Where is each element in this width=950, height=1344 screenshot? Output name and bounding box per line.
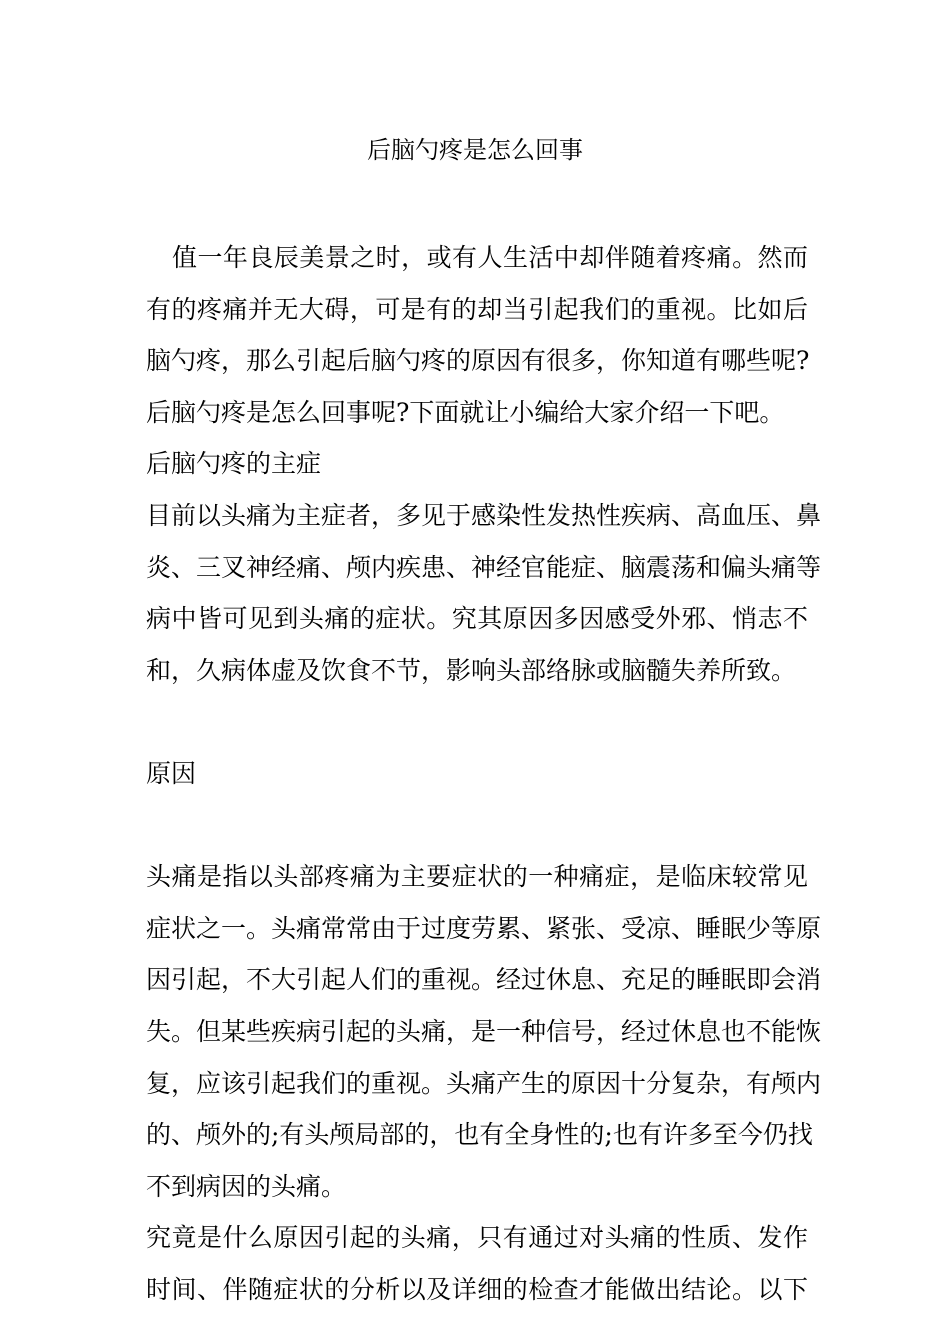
- paragraph-line: 病中皆可见到头痛的症状。究其原因多因感受外邪、悄志不: [146, 604, 808, 634]
- paragraph-line: 究竟是什么原因引起的头痛，只有通过对头痛的性质、发作: [146, 1223, 808, 1253]
- section-heading-cause: 原因: [146, 758, 197, 788]
- paragraph-line: 头痛是指以头部疼痛为主要症状的一种痛症，是临床较常见: [146, 862, 808, 892]
- paragraph-line: 症状之一。头痛常常由于过度劳累、紧张、受凉、睡眠少等原: [146, 913, 822, 943]
- paragraph-line: 炎、三叉神经痛、颅内疾患、神经官能症、脑震荡和偏头痛等: [146, 552, 822, 582]
- intro-line: 值一年良辰美景之时，或有人生活中却伴随着疼痛。然而: [172, 243, 808, 272]
- spacer: [146, 696, 808, 748]
- intro-line: 后脑勺疼是怎么回事呢?下面就让小编给大家介绍一下吧。: [146, 397, 785, 427]
- paragraph-line: 目前以头痛为主症者，多见于感染性发热性疾病、高血压、鼻: [146, 500, 822, 530]
- paragraph-line: 复，应该引起我们的重视。头痛产生的原因十分复杂，有颅内: [146, 1068, 822, 1098]
- paragraph-line: 的、颅外的;有头颅局部的，也有全身性的;也有许多至今仍找: [146, 1120, 813, 1150]
- paragraph-line: 时间、伴随症状的分析以及详细的检查才能做出结论。以下: [146, 1274, 808, 1304]
- paragraph-line: 失。但某些疾病引起的头痛，是一种信号，经过休息也不能恢: [146, 1016, 822, 1046]
- spacer: [146, 800, 808, 852]
- document-title: 后脑勺疼是怎么回事: [367, 136, 583, 164]
- intro-line: 脑勺疼，那么引起后脑勺疼的原因有很多，你知道有哪些呢?: [146, 346, 810, 376]
- document-body: [146, 232, 822, 1315]
- paragraph-line: 和，久病体虚及饮食不节，影响头部络脉或脑髓失养所致。: [146, 655, 797, 685]
- section-heading-main-symptom: 后脑勺疼的主症: [146, 449, 322, 479]
- intro-line: 有的疼痛并无大碍，可是有的却当引起我们的重视。比如后: [146, 294, 808, 324]
- paragraph-line: 因引起，不大引起人们的重视。经过休息、充足的睡眠即会消: [146, 965, 822, 995]
- paragraph-line: 不到病因的头痛。: [146, 1171, 347, 1201]
